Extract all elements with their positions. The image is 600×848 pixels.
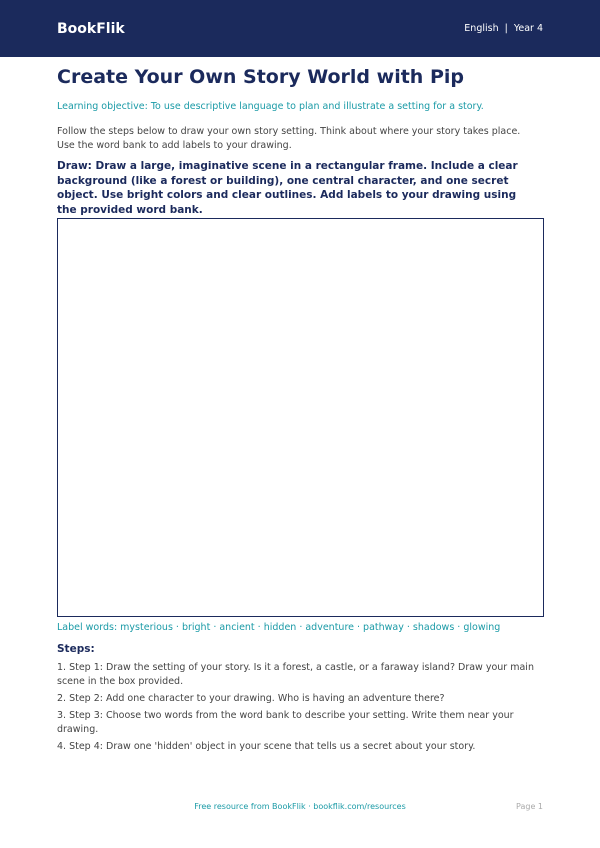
step-item: 4. Step 4: Draw one 'hidden' object in your scene that tells us a secret about your story. xyxy=(57,741,476,752)
word-bank: Label words: mysterious · bright · ancient · hidden · adventure · pathway · shadows · glowing xyxy=(57,622,501,633)
drawing-frame[interactable] xyxy=(57,218,544,617)
meta-separator: | xyxy=(504,23,508,34)
subject-year xyxy=(464,23,543,34)
page-title: Create Your Own Story World with Pip xyxy=(57,66,464,88)
steps-heading: Steps: xyxy=(57,643,95,655)
step-item: 2. Step 2: Add one character to your drawing. Who is having an adventure there? xyxy=(57,693,445,704)
subject-label: English xyxy=(464,23,499,34)
brand-logo[interactable]: BookFlik xyxy=(57,20,125,37)
step-item: 1. Step 1: Draw the setting of your story. Is it a forest, a castle, or a faraway island? Draw your main scene in the box provided. xyxy=(57,662,534,687)
footer-resource-link[interactable]: Free resource from BookFlik · bookflik.com/resources xyxy=(194,802,406,811)
learning-objective: Learning objective: To use descriptive language to plan and illustrate a setting for a story. xyxy=(57,101,484,112)
site-header xyxy=(0,0,600,57)
intro-text: Follow the steps below to draw your own story setting. Think about where your story takes place. Use the word bank to add labels to your drawing. xyxy=(57,126,521,151)
steps-list xyxy=(57,661,547,757)
step-item: 3. Step 3: Choose two words from the word bank to describe your setting. Write them near your drawing. xyxy=(57,710,514,735)
draw-instruction: Draw: Draw a large, imaginative scene in a rectangular frame. Include a clear background (like a forest or building), one central character, and one secret object. Use bright colors and clear outlines. Add labels to your drawing using the provided word bank. xyxy=(57,160,518,216)
year-label: Year 4 xyxy=(513,23,543,34)
page-number: Page 1 xyxy=(516,802,543,811)
